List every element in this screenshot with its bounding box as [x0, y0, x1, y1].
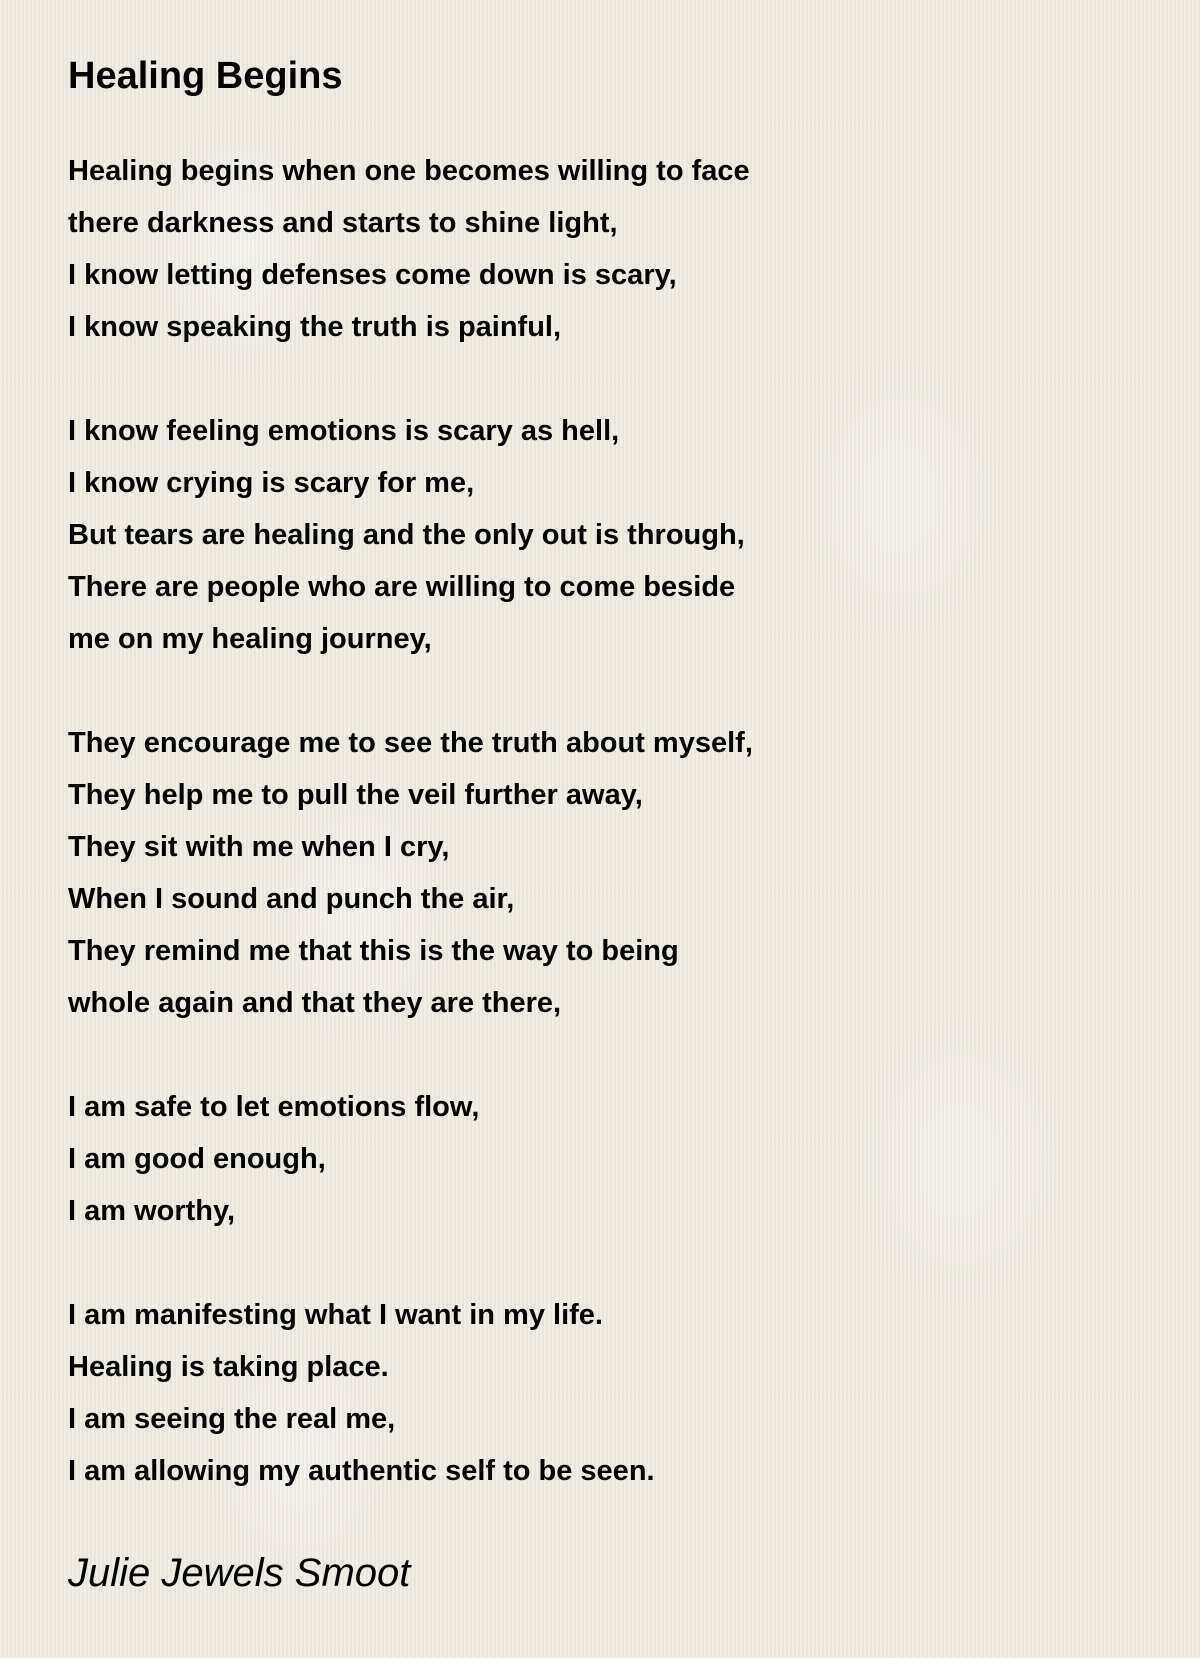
poem-title: Healing Begins [68, 55, 343, 97]
poem-page [68, 0, 1148, 1597]
poem-line: I am manifesting what I want in my life. [68, 1299, 603, 1331]
poem-line: there darkness and starts to shine light, [68, 207, 618, 239]
poem-line: They help me to pull the veil further away, [68, 779, 643, 811]
stanza-1 [68, 145, 1148, 353]
poem-line: Healing is taking place. [68, 1351, 389, 1383]
poem-line: There are people who are willing to come beside [68, 571, 736, 603]
poem-body [68, 145, 1148, 1497]
poem-line: They remind me that this is the way to being [68, 935, 679, 967]
poem-line: I know letting defenses come down is scary, [68, 259, 677, 291]
poem-line: I am worthy, [68, 1195, 236, 1227]
stanza-2 [68, 405, 1148, 665]
poem-line: I know speaking the truth is painful, [68, 311, 562, 343]
poem-line: I know crying is scary for me, [68, 467, 475, 499]
poem-line: I am safe to let emotions flow, [68, 1091, 480, 1123]
poem-line: I am allowing my authentic self to be seen. [68, 1455, 655, 1487]
poem-line: They sit with me when I cry, [68, 831, 450, 863]
poem-line: me on my healing journey, [68, 623, 432, 655]
poem-line: whole again and that they are there, [68, 987, 562, 1019]
poem-line: I know feeling emotions is scary as hell, [68, 415, 620, 447]
poem-line: I am good enough, [68, 1143, 326, 1175]
poem-line: I am seeing the real me, [68, 1403, 396, 1435]
poem-line: They encourage me to see the truth about myself, [68, 727, 753, 759]
poem-line: But tears are healing and the only out is through, [68, 519, 745, 551]
stanza-3 [68, 717, 1148, 1029]
poem-line: When I sound and punch the air, [68, 883, 515, 915]
poem-line: Healing begins when one becomes willing to face [68, 155, 750, 187]
stanza-4 [68, 1081, 1148, 1237]
stanza-5 [68, 1289, 1148, 1497]
poem-author: Julie Jewels Smoot [68, 1551, 411, 1595]
